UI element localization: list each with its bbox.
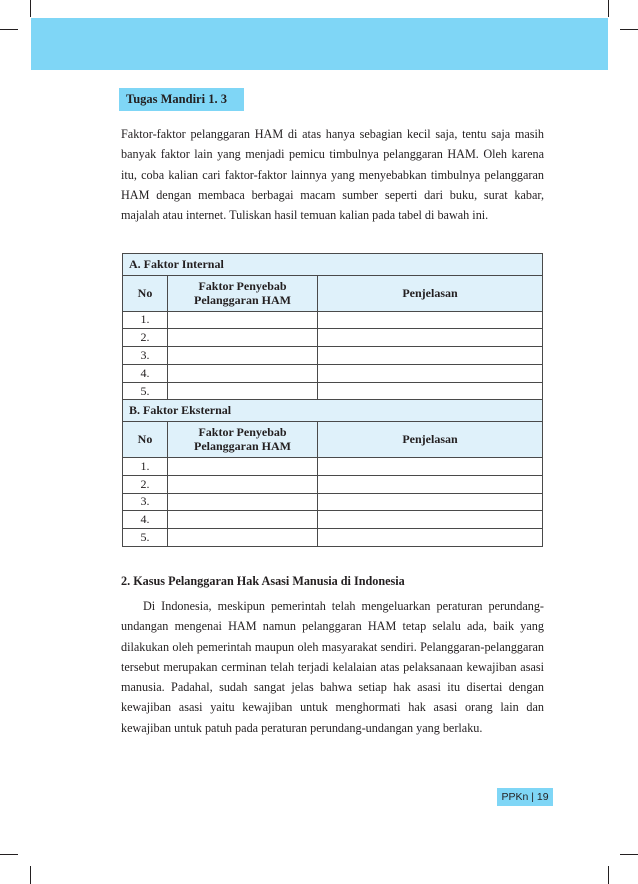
row-number: 3.: [123, 493, 168, 511]
column-header-explanation: Penjelasan: [318, 275, 543, 311]
column-header-no: No: [123, 421, 168, 457]
row-number: 5.: [123, 529, 168, 547]
table-row: [123, 311, 543, 329]
column-header-factor: [168, 275, 318, 311]
table-header-row: [123, 421, 543, 457]
explanation-cell[interactable]: [318, 511, 543, 529]
table-row: [123, 329, 543, 347]
factor-cell[interactable]: [168, 475, 318, 493]
explanation-cell[interactable]: [318, 493, 543, 511]
crop-mark-bottom-right-h: [620, 854, 638, 855]
row-number: 4.: [123, 364, 168, 382]
factor-cell[interactable]: [168, 382, 318, 400]
column-header-factor: [168, 421, 318, 457]
explanation-cell[interactable]: [318, 347, 543, 365]
explanation-cell[interactable]: [318, 364, 543, 382]
table-row: [123, 347, 543, 365]
section-title-external: B. Faktor Eksternal: [123, 400, 543, 422]
crop-mark-bottom-right-v: [608, 866, 609, 884]
factor-cell[interactable]: [168, 493, 318, 511]
crop-mark-top-left-v: [30, 0, 31, 17]
table-row: [123, 475, 543, 493]
factor-cell[interactable]: [168, 457, 318, 475]
intro-paragraph: Faktor-faktor pelanggaran HAM di atas hanya sebagian kecil saja, tentu saja masih banyak faktor lain yang menjadi pemicu timbulnya pelanggaran HAM. Oleh karena itu, coba kalian cari faktor-faktor lainnya yang menyebabkan timbulnya pelanggaran HAM dengan membaca berbagai macam sumber seperti dari buku, surat kabar, majalah atau internet. Tuliskan hasil temuan kalian pada tabel di bawah ini.: [121, 127, 544, 223]
row-number: 5.: [123, 382, 168, 400]
explanation-cell[interactable]: [318, 382, 543, 400]
row-number: 3.: [123, 347, 168, 365]
column-header-factor-line2: Pelanggaran HAM: [194, 439, 291, 454]
table-section-internal: [123, 254, 543, 276]
table-header-row: [123, 275, 543, 311]
row-number: 2.: [123, 329, 168, 347]
header-band: [31, 18, 608, 70]
crop-mark-bottom-left-h: [0, 854, 18, 855]
factor-cell[interactable]: [168, 364, 318, 382]
explanation-cell[interactable]: [318, 329, 543, 347]
section-heading: 2. Kasus Pelanggaran Hak Asasi Manusia di Indonesia: [121, 574, 405, 588]
table-row: [123, 364, 543, 382]
column-header-no: No: [123, 275, 168, 311]
explanation-cell[interactable]: [318, 311, 543, 329]
row-number: 4.: [123, 511, 168, 529]
table-row: [123, 457, 543, 475]
column-header-factor-line1: Faktor Penyebab: [198, 279, 287, 293]
table-section-external: [123, 400, 543, 422]
crop-mark-top-left-h: [0, 29, 18, 30]
crop-mark-top-right-h: [620, 29, 638, 30]
page-number-tag: PPKn | 19: [497, 788, 553, 806]
factor-cell[interactable]: [168, 529, 318, 547]
table-row: [123, 529, 543, 547]
crop-mark-bottom-left-v: [30, 866, 31, 884]
ham-factor-table: [122, 253, 543, 547]
explanation-cell[interactable]: [318, 529, 543, 547]
factor-cell[interactable]: [168, 311, 318, 329]
factor-cell[interactable]: [168, 329, 318, 347]
column-header-factor-line2: Pelanggaran HAM: [194, 293, 291, 307]
table-row: [123, 493, 543, 511]
explanation-cell[interactable]: [318, 475, 543, 493]
row-number: 1.: [123, 311, 168, 329]
column-header-factor-line1: Faktor Penyebab: [198, 425, 287, 440]
column-header-explanation: Penjelasan: [318, 421, 543, 457]
factor-cell[interactable]: [168, 511, 318, 529]
section-title-internal: A. Faktor Internal: [123, 254, 543, 276]
table-row: [123, 511, 543, 529]
explanation-cell[interactable]: [318, 457, 543, 475]
row-number: 1.: [123, 457, 168, 475]
task-label: Tugas Mandiri 1. 3: [119, 88, 244, 111]
section-paragraph: Di Indonesia, meskipun pemerintah telah mengeluarkan peraturan perundang-undangan mengenai HAM namun pelanggaran HAM tetap selalu ada, baik yang dilakukan oleh pemerintah maupun oleh masyarakat sendiri. Pelanggaran-pelanggaran tersebut merupakan cerminan telah terjadi kelalaian atas pelaksanaan kewajiban asasi manusia. Padahal, sudah sangat jelas bahwa setiap hak asasi itu disertai dengan kewajiban asasi yaitu kewajiban untuk menghormati hak asasi orang lain dan kewajiban untuk patuh pada peraturan perundang-undangan yang berlaku.: [121, 599, 544, 735]
crop-mark-top-right-v: [608, 0, 609, 17]
factor-cell[interactable]: [168, 347, 318, 365]
table-row: [123, 382, 543, 400]
row-number: 2.: [123, 475, 168, 493]
